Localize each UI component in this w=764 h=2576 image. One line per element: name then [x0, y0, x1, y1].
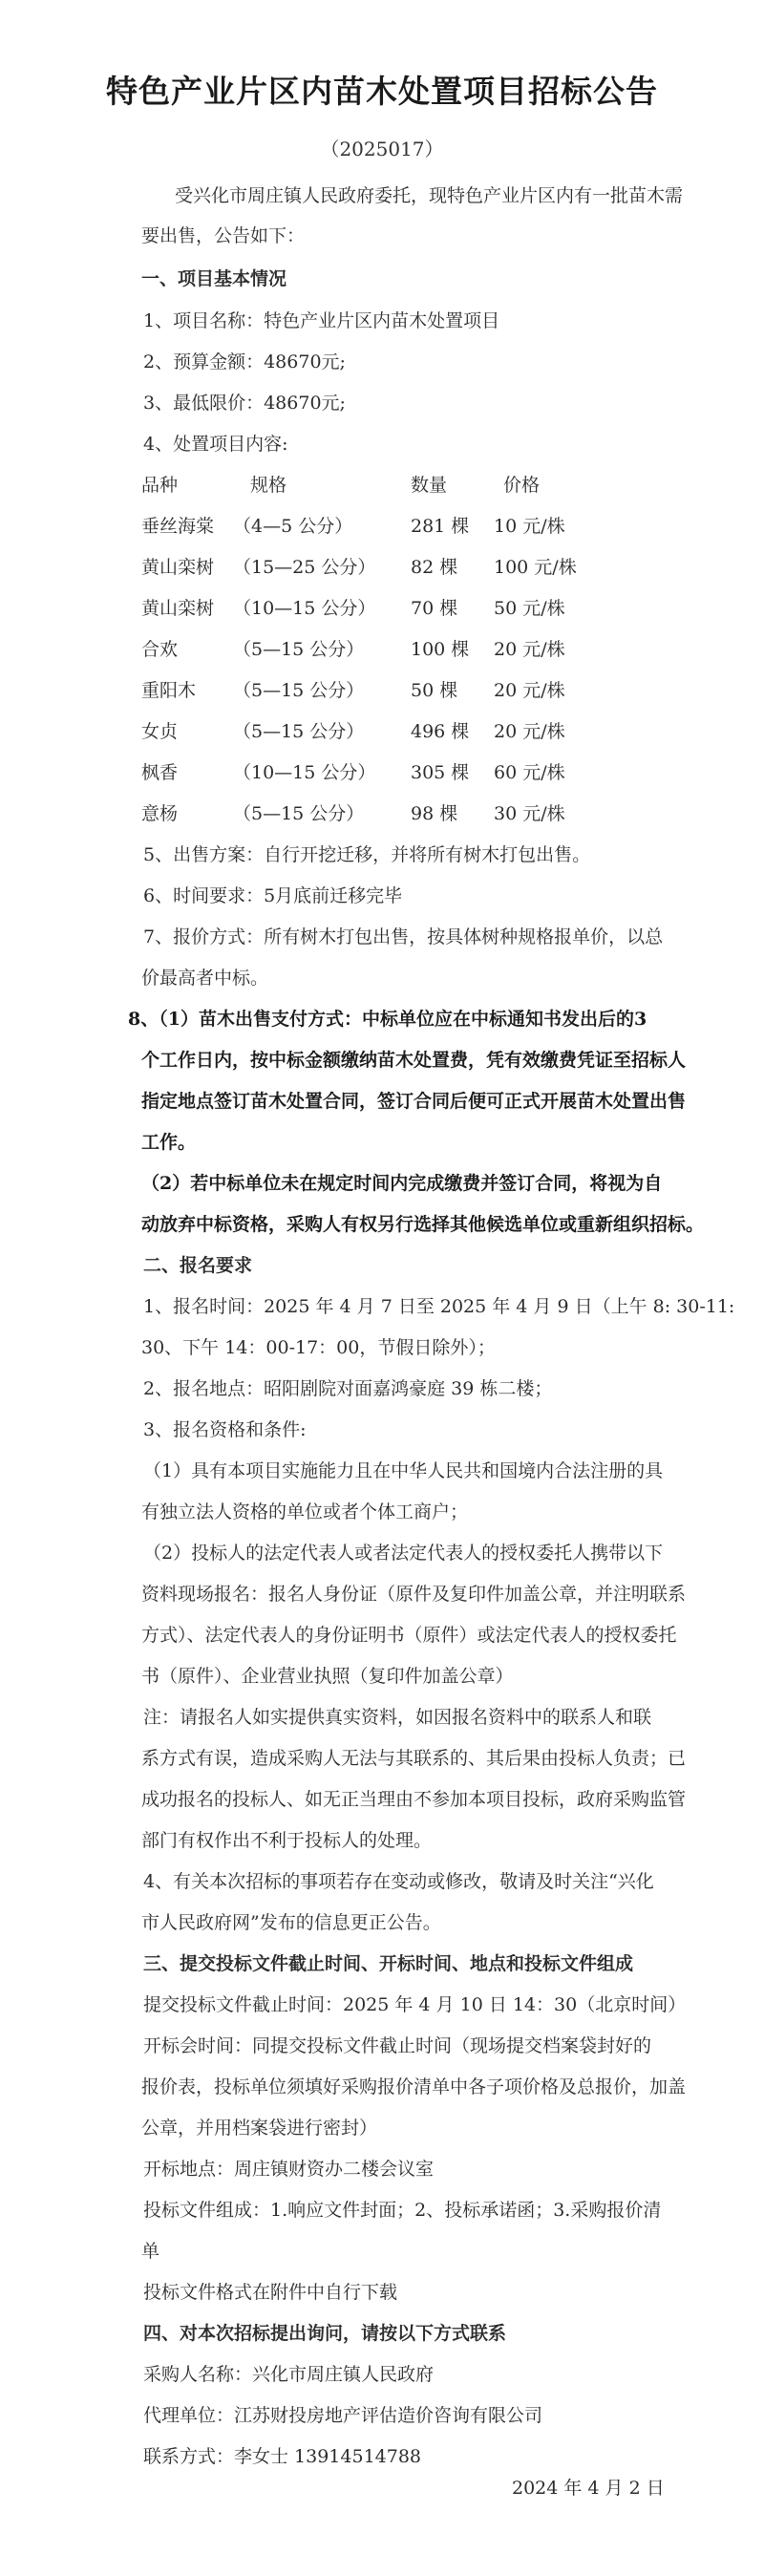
bid-composition-line-1: 投标文件组成：1.响应文件封面；2、投标承诺函；3.采购报价清 [143, 2200, 662, 2221]
condition-2-line-3: 方式）、法定代表人的身份证明书（原件）或法定代表人的授权委托 [141, 1625, 677, 1646]
minimum-price: 3、最低限价：48670元; [143, 393, 346, 414]
row-variety: 黄山栾树 [141, 557, 215, 578]
row-variety: 枫香 [141, 762, 179, 783]
row-price: 50 元/株 [494, 598, 565, 619]
contact-info: 联系方式：李女士 13914514788 [143, 2446, 422, 2467]
payment-clause-line-3: 指定地点签订苗木处置合同，签订合同后便可正式开展苗木处置出售 [141, 1091, 687, 1112]
time-requirement: 6、时间要求：5月底前迁移完毕 [143, 885, 403, 906]
row-quantity: 305 棵 [411, 762, 470, 783]
row-spec: （15—25 公分） [233, 557, 376, 578]
condition-2-line-1: （2）投标人的法定代表人或者法定代表人的授权委托人携带以下 [143, 1543, 664, 1564]
opening-location: 开标地点：周庄镇财资办二楼会议室 [143, 2159, 435, 2180]
row-price: 20 元/株 [494, 721, 565, 742]
default-clause-line-1: （2）若中标单位未在规定时间内完成缴费并签订合同，将视为自 [141, 1173, 663, 1194]
default-clause-line-2: 动放弃中标资格，采购人有权另行选择其他候选单位或重新组织招标。 [141, 1214, 705, 1235]
bid-deadline: 提交投标文件截止时间：2025 年 4 月 10 日 14：30（北京时间） [143, 1994, 687, 2015]
page-title: 特色产业片区内苗木处置项目招标公告 [106, 73, 658, 110]
bid-composition-line-2: 单 [141, 2241, 160, 2262]
row-quantity: 496 棵 [411, 721, 470, 742]
notice-changes-line-2: 市人民政府网”发布的信息更正公告。 [141, 1912, 441, 1933]
row-quantity: 281 棵 [411, 516, 470, 537]
condition-2-line-2: 资料现场报名：报名人身份证（原件及复印件加盖公章，并注明联系 [141, 1584, 687, 1605]
condition-1-line-2: 有独立法人资格的单位或者个体工商户； [141, 1501, 469, 1522]
section-4-heading: 四、对本次招标提出询问，请按以下方式联系 [143, 2323, 507, 2344]
opening-time-line-2: 报价表，投标单位须填好采购报价清单中各子项价格及总报价，加盖 [141, 2076, 687, 2097]
note-line-4: 部门有权作出不利于投标人的处理。 [141, 1830, 433, 1851]
opening-time-line-1: 开标会时间：同提交投标文件截止时间（现场提交档案袋封好的 [143, 2035, 652, 2056]
row-spec: （5—15 公分） [233, 803, 365, 824]
row-quantity: 100 棵 [411, 639, 470, 660]
row-spec: （5—15 公分） [233, 680, 365, 701]
note-line-1: 注：请报名人如实提供真实资料，如因报名资料中的联系人和联 [143, 1707, 652, 1728]
disposal-content-label: 4、处置项目内容: [143, 434, 288, 455]
row-variety: 合欢 [141, 639, 179, 660]
pricing-method-line-2: 价最高者中标。 [141, 968, 269, 989]
row-variety: 黄山栾树 [141, 598, 215, 619]
registration-time-line-2: 30、下午 14：00-17：00，节假日除外）； [141, 1337, 496, 1358]
payment-clause-line-1: 8、（1）苗木出售支付方式：中标单位应在中标通知书发出后的3 [128, 1009, 647, 1030]
publish-date: 2024 年 4 月 2 日 [512, 2478, 665, 2499]
row-spec: （5—15 公分） [233, 639, 365, 660]
row-variety: 重阳木 [141, 680, 197, 701]
row-price: 10 元/株 [494, 516, 565, 537]
row-price: 20 元/株 [494, 639, 565, 660]
section-3-heading: 三、提交投标文件截止时间、开标时间、地点和投标文件组成 [143, 1953, 634, 1974]
registration-time-line-1: 1、报名时间：2025 年 4 月 7 日至 2025 年 4 月 9 日（上午 8: 30-11: [143, 1296, 735, 1317]
budget-amount: 2、预算金额：48670元; [143, 351, 346, 373]
condition-1-line-1: （1）具有本项目实施能力且在中华人民共和国境内合法注册的具 [143, 1460, 664, 1481]
row-quantity: 70 棵 [411, 598, 458, 619]
row-variety: 意杨 [141, 803, 179, 824]
row-spec: （10—15 公分） [233, 762, 376, 783]
header-variety: 品种 [141, 475, 179, 496]
payment-clause-line-4: 工作。 [141, 1132, 197, 1153]
agency-name: 代理单位：江苏财投房地产评估造价咨询有限公司 [143, 2405, 543, 2426]
bid-format: 投标文件格式在附件中自行下载 [143, 2282, 398, 2303]
pricing-method-line-1: 7、报价方式：所有树木打包出售，按具体树种规格报单价，以总 [143, 926, 664, 947]
row-variety: 女贞 [141, 721, 179, 742]
header-quantity: 数量 [411, 475, 448, 496]
document-number: （2025017） [320, 138, 444, 160]
project-name: 1、项目名称：特色产业片区内苗木处置项目 [143, 310, 500, 331]
header-price: 价格 [503, 475, 541, 496]
qualification-label: 3、报名资格和条件: [143, 1419, 307, 1440]
row-variety: 垂丝海棠 [141, 516, 215, 537]
row-spec: （4—5 公分） [233, 516, 353, 537]
purchaser-name: 采购人名称：兴化市周庄镇人民政府 [143, 2364, 435, 2385]
intro-line-2: 要出售，公告如下： [141, 225, 306, 246]
row-price: 60 元/株 [494, 762, 565, 783]
registration-location: 2、报名地点：昭阳剧院对面嘉鸿豪庭 39 栋二楼； [143, 1378, 553, 1399]
row-price: 20 元/株 [494, 680, 565, 701]
row-price: 30 元/株 [494, 803, 565, 824]
condition-2-line-4: 书（原件）、企业营业执照（复印件加盖公章） [141, 1666, 514, 1687]
row-quantity: 82 棵 [411, 557, 458, 578]
payment-clause-line-2: 个工作日内，按中标金额缴纳苗木处置费，凭有效缴费凭证至招标人 [141, 1050, 687, 1071]
section-1-heading: 一、项目基本情况 [141, 268, 287, 289]
row-spec: （10—15 公分） [233, 598, 376, 619]
note-line-2: 系方式有误，造成采购人无法与其联系的、其后果由投标人负责；已 [141, 1748, 687, 1769]
notice-changes-line-1: 4、有关本次招标的事项若存在变动或修改，敬请及时关注“兴化 [143, 1871, 654, 1892]
section-2-heading: 二、报名要求 [143, 1255, 253, 1276]
row-quantity: 98 棵 [411, 803, 458, 824]
row-quantity: 50 棵 [411, 680, 458, 701]
note-line-3: 成功报名的投标人、如无正当理由不参加本项目投标，政府采购监管 [141, 1789, 687, 1810]
header-spec: 规格 [250, 475, 287, 496]
row-price: 100 元/株 [494, 557, 577, 578]
sale-plan: 5、出售方案：自行开挖迁移，并将所有树木打包出售。 [143, 844, 591, 865]
intro-line-1: 受兴化市周庄镇人民政府委托，现特色产业片区内有一批苗木需 [175, 185, 684, 206]
row-spec: （5—15 公分） [233, 721, 365, 742]
opening-time-line-3: 公章，并用档案袋进行密封） [141, 2118, 378, 2139]
